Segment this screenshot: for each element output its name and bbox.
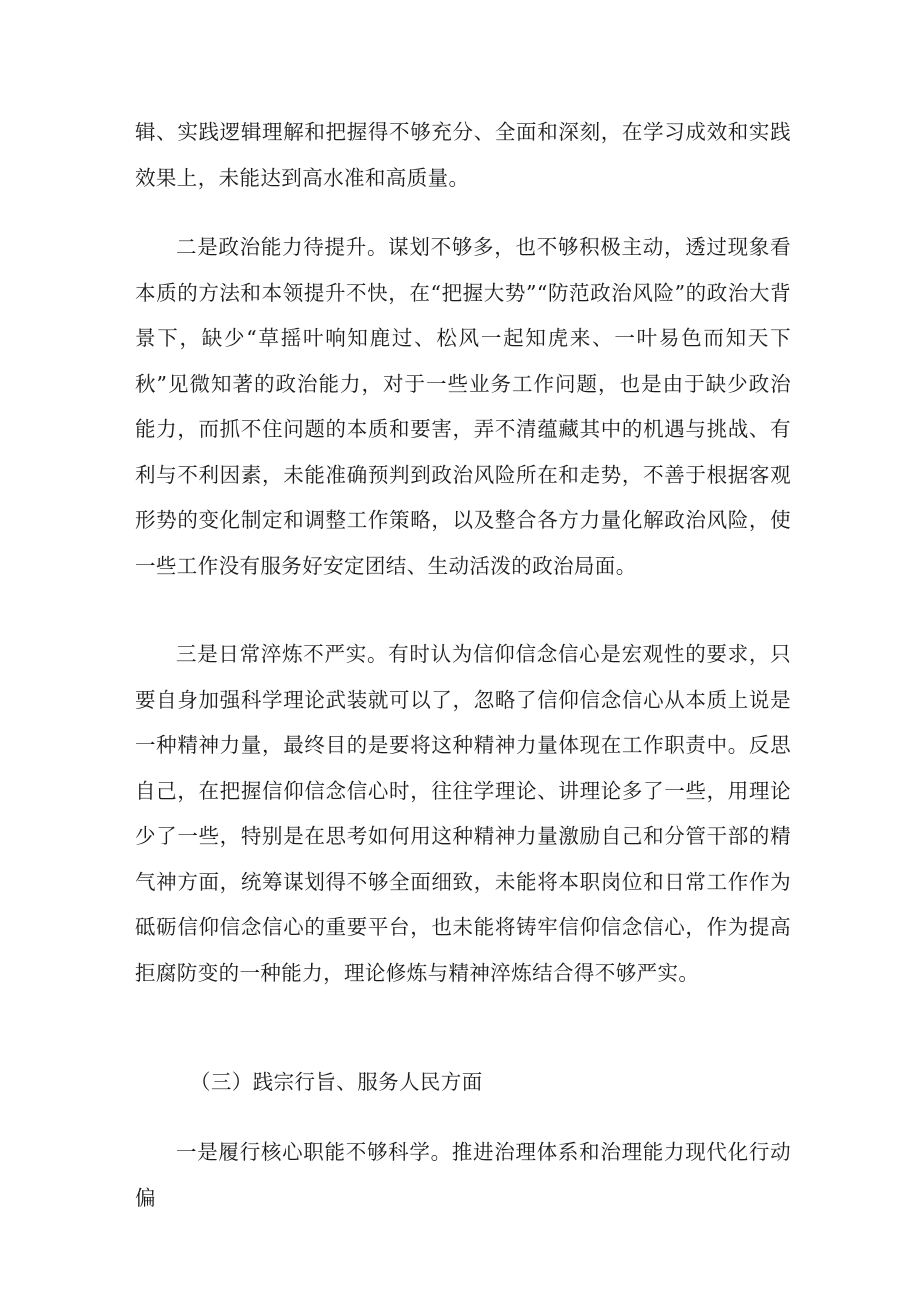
paragraph-core-functions: 一是履行核心职能不够科学。推进治理体系和治理能力现代化行动偏 — [135, 1140, 791, 1210]
section-heading: （三）践宗行旨、服务人民方面 — [190, 1070, 483, 1094]
paragraph-political-ability: 二是政治能力待提升。谋划不够多，也不够积极主动，透过现象看本质的方法和本领提升不快，在“把握大势”“防范政治风险”的政治大背景下，缺少“草摇叶响知鹿过、松风一起知虎来、一叶易色而知天下秋”见微知著的政治能力，对于一些业务工作问题，也是由于缺少政治能力，而抓不住问题的本质和要害，弄不清蕴藏其中的机遇与挑战、有利与不利因素，未能准确预判到政治风险所在和走势，不善于根据客观形势的变化制定和调整工作策略，以及整合各方力量化解政治风险，使一些工作没有服务好安定团结、生动活泼的政治局面。 — [135, 235, 791, 578]
paragraph-daily-tempering: 三是日常淬炼不严实。有时认为信仰信念信心是宏观性的要求，只要自身加强科学理论武装就可以了，忽略了信仰信念信心从本质上说是一种精神力量，最终目的是要将这种精神力量体现在工作职责中。反思自己，在把握信仰信念信心时，往往学理论、讲理论多了一些，用理论少了一些，特别是在思考如何用这种精神力量激励自己和分管干部的精气神方面，统筹谋划得不够全面细致，未能将本职岗位和日常工作作为砥砺信仰信念信心的重要平台，也未能将铸牢信仰信念信心，作为提高拒腐防变的一种能力，理论修炼与精神淬炼结合得不够严实。 — [135, 642, 791, 985]
paragraph-continuation: 辑、实践逻辑理解和把握得不够充分、全面和深刻，在学习成效和实践效果上，未能达到高水准和高质量。 — [135, 120, 791, 190]
